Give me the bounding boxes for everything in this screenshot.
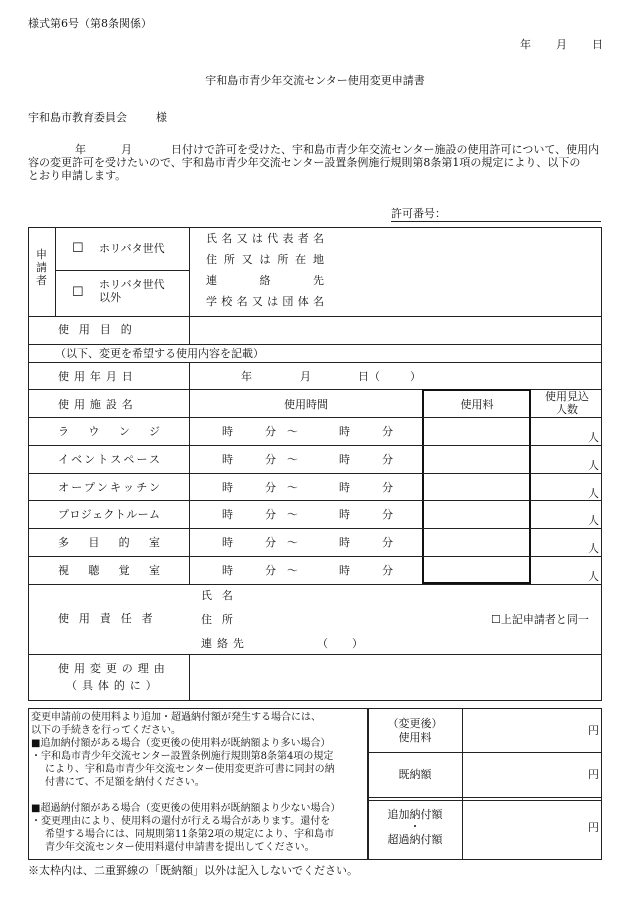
time-end-minute: 分 bbox=[382, 453, 393, 466]
permit-number-underline bbox=[391, 221, 601, 222]
time-end-minute: 分 bbox=[382, 425, 393, 438]
time-start-hour: 時 bbox=[222, 481, 233, 494]
person-unit: 人 bbox=[588, 487, 599, 500]
note-over-heading: ■超過納付額がある場合（変更後の使用料が既納額より少ない場合） bbox=[31, 803, 341, 814]
use-date-label: 使用年月日 bbox=[58, 370, 138, 383]
time-start-minute: 分 bbox=[265, 536, 276, 549]
use-date-day: 日（ bbox=[358, 370, 380, 383]
reason-label: 使用変更の理由 bbox=[58, 662, 170, 675]
intro-year: 年 bbox=[75, 143, 86, 156]
field-address-label: 住所又は所在地 bbox=[206, 253, 324, 266]
time-end-hour: 時 bbox=[339, 425, 350, 438]
date-month: 月 bbox=[556, 38, 567, 51]
time-end-minute: 分 bbox=[382, 508, 393, 521]
time-end-minute: 分 bbox=[382, 481, 393, 494]
intro-line3: とおり申請します。 bbox=[28, 169, 127, 182]
field-contact-label: 連絡先 bbox=[206, 274, 324, 287]
time-tilde: ～ bbox=[287, 564, 298, 577]
checkbox-horibata[interactable]: ☐ bbox=[72, 241, 84, 256]
time-start-minute: 分 bbox=[265, 453, 276, 466]
note-add-1: ・宇和島市青少年交流センター設置条例施行規則第8条第4項の規定 bbox=[31, 751, 334, 762]
note-add-heading: ■追加納付額がある場合（変更後の使用料が既納額より多い場合） bbox=[31, 738, 331, 749]
reason-label-sub: （具体的に） bbox=[66, 679, 162, 692]
facility-name: 多目的室 bbox=[58, 536, 160, 549]
note-over-1: ・変更理由により、使用料の還付が行える場合があります。還付を bbox=[31, 816, 331, 827]
notes-content bbox=[31, 711, 340, 854]
time-tilde: ～ bbox=[287, 481, 298, 494]
fee-after-label-2: 使用料 bbox=[398, 731, 432, 744]
facility-name: 視聴覚室 bbox=[58, 564, 160, 577]
contact-paren-open: （ bbox=[317, 637, 328, 650]
use-date-month: 月 bbox=[300, 370, 311, 383]
person-unit: 人 bbox=[588, 431, 599, 444]
use-date-year: 年 bbox=[241, 370, 252, 383]
time-start-hour: 時 bbox=[222, 425, 233, 438]
time-tilde: ～ bbox=[287, 508, 298, 521]
person-unit: 人 bbox=[588, 459, 599, 472]
option-non-horibata-2: 以外 bbox=[99, 291, 121, 304]
time-tilde: ～ bbox=[287, 425, 298, 438]
addressee-name: 宇和島市教育委員会 bbox=[28, 111, 127, 124]
note-line1: 変更申請前の使用料より追加・超過納付額が発生する場合には、 bbox=[31, 712, 321, 723]
field-name-label: 氏名又は代表者名 bbox=[206, 232, 324, 245]
addressee-honorific: 様 bbox=[156, 111, 167, 124]
same-as-applicant-checkbox[interactable]: ☐上記申請者と同一 bbox=[491, 613, 589, 626]
time-start-minute: 分 bbox=[265, 425, 276, 438]
time-start-minute: 分 bbox=[265, 564, 276, 577]
footnote: ※太枠内は、二重罫線の「既納額」以外は記入しないでください。 bbox=[28, 864, 358, 877]
time-start-hour: 時 bbox=[222, 508, 233, 521]
time-tilde: ～ bbox=[287, 453, 298, 466]
time-header: 使用時間 bbox=[284, 398, 328, 411]
page-title: 宇和島市青少年交流センター使用変更申請書 bbox=[205, 74, 425, 87]
note-add-3: 付書にて、不足額を納付ください。 bbox=[45, 777, 205, 788]
fee-after-label-1: （変更後） bbox=[387, 717, 443, 730]
note-over-2: 希望する場合には、同規則第11条第2項の規定により、宇和島市 bbox=[45, 829, 335, 840]
fee-add-yen: 円 bbox=[588, 821, 599, 834]
date-day: 日 bbox=[592, 38, 603, 51]
time-end-minute: 分 bbox=[382, 564, 393, 577]
intro-line1: 日付けで許可を受けた、宇和島市青少年交流センター施設の使用許可について、使用内 bbox=[171, 143, 600, 156]
note-add-2: により、宇和島市青少年交流センター使用変更許可書に同封の納 bbox=[45, 764, 335, 775]
fee-after-yen: 円 bbox=[588, 724, 599, 737]
time-end-hour: 時 bbox=[339, 536, 350, 549]
checkbox-non-horibata[interactable]: ☐ bbox=[72, 285, 84, 300]
date-year: 年 bbox=[520, 38, 531, 51]
attendance-header: 使用見込人数 bbox=[545, 390, 589, 416]
person-unit: 人 bbox=[588, 514, 599, 527]
time-start-hour: 時 bbox=[222, 453, 233, 466]
responsible-label: 使用責任者 bbox=[58, 612, 163, 625]
contact-paren-close: ） bbox=[352, 637, 363, 650]
fee-header: 使用料 bbox=[460, 398, 494, 411]
time-start-hour: 時 bbox=[222, 564, 233, 577]
time-start-minute: 分 bbox=[265, 508, 276, 521]
note-line2: 以下の手続きを行ってください。 bbox=[31, 725, 181, 736]
time-tilde: ～ bbox=[287, 536, 298, 549]
fee-add-dot: ・ bbox=[409, 820, 421, 833]
field-school-label: 学校名又は団体名 bbox=[206, 295, 324, 308]
fee-thick-frame bbox=[422, 389, 531, 584]
responsible-name-label: 氏名 bbox=[201, 589, 243, 602]
note-over-3: 青少年交流センター使用料還付申請書を提出してください。 bbox=[45, 842, 315, 853]
responsible-contact-label: 連絡先 bbox=[201, 637, 249, 650]
fee-add-label-1: 追加納付額 bbox=[387, 808, 443, 821]
change-note: （以下、変更を希望する使用内容を記載） bbox=[55, 347, 264, 360]
intro-month: 月 bbox=[121, 143, 132, 156]
time-end-hour: 時 bbox=[339, 481, 350, 494]
time-end-hour: 時 bbox=[339, 453, 350, 466]
person-unit: 人 bbox=[588, 542, 599, 555]
intro-line2: 容の変更許可を受けたいので、宇和島市青少年交流センター設置条例施行規則第8条第1項の規定により、以下の bbox=[28, 156, 581, 169]
applicant-label: 申請者 bbox=[36, 248, 47, 287]
facility-header: 使用施設名 bbox=[58, 398, 138, 411]
facility-name: プロジェクトルーム bbox=[58, 508, 160, 521]
option-horibata: ホリバタ世代 bbox=[99, 242, 165, 255]
time-end-hour: 時 bbox=[339, 564, 350, 577]
time-end-hour: 時 bbox=[339, 508, 350, 521]
fee-add-label-2: 超過納付額 bbox=[387, 833, 443, 846]
responsible-address-label: 住所 bbox=[201, 613, 243, 626]
fee-paid-label: 既納額 bbox=[398, 768, 432, 781]
facility-name: オープンキッチン bbox=[58, 481, 160, 494]
purpose-label: 使用目的 bbox=[58, 323, 142, 336]
time-end-minute: 分 bbox=[382, 536, 393, 549]
time-start-hour: 時 bbox=[222, 536, 233, 549]
time-start-minute: 分 bbox=[265, 481, 276, 494]
form-number: 様式第6号（第8条関係） bbox=[28, 17, 152, 30]
facility-name: ラウンジ bbox=[58, 425, 160, 438]
use-date-close: ） bbox=[410, 370, 421, 383]
option-non-horibata-1: ホリバタ世代 bbox=[99, 278, 165, 291]
fee-paid-yen: 円 bbox=[588, 768, 599, 781]
facility-name: イベントスペース bbox=[58, 453, 160, 466]
person-unit: 人 bbox=[588, 570, 599, 583]
permit-number-label: 許可番号： bbox=[391, 207, 446, 220]
